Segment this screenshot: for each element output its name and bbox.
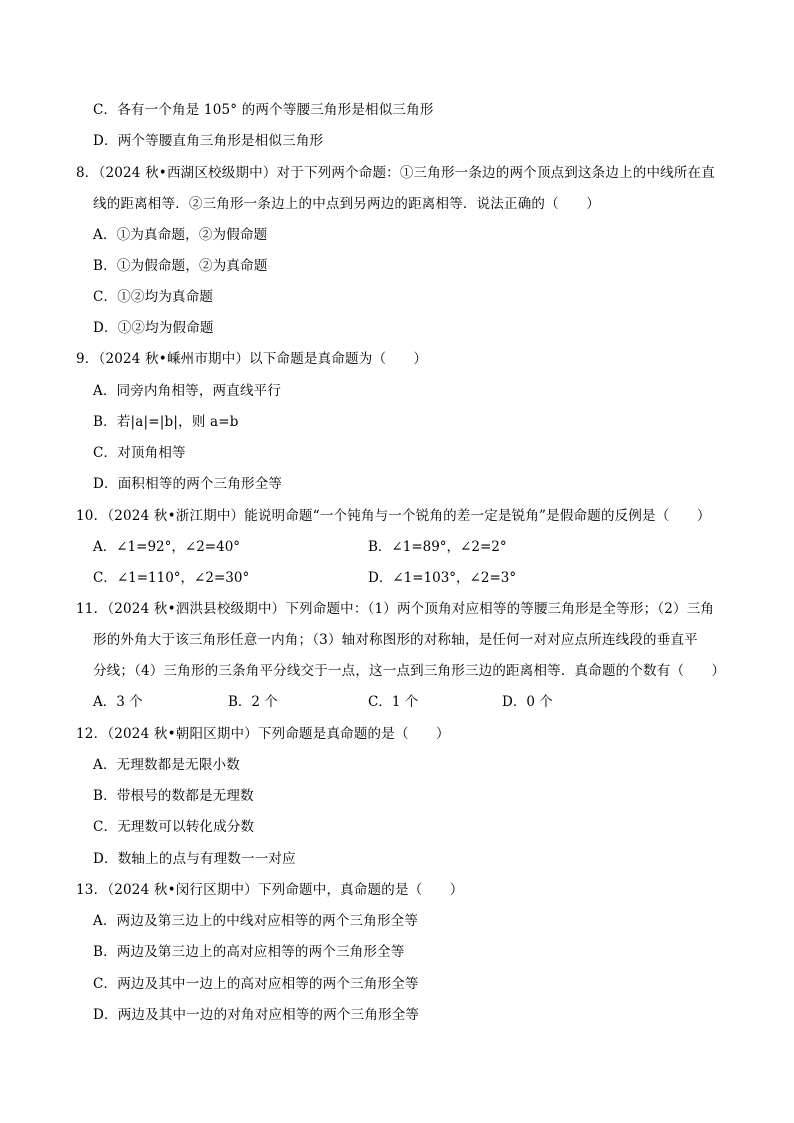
question-9-option-d: D．面积相等的两个三角形全等 (93, 476, 283, 492)
question-11-stem-cont2: 分线；（4）三角形的三条角平分线交于一点，这一点到三角形三边的距离相等．真命题的个数有（ ） (93, 663, 726, 679)
question-13-option-d: D．两边及其中一边的对角对应相等的两个三角形全等 (93, 1007, 420, 1023)
question-9-stem: 9．（2024 秋•嵊州市期中）以下命题是真命题为（ ） (76, 351, 428, 367)
question-10-stem: 10．（2024 秋•浙江期中）能说明命题“一个钝角与一个锐角的差一定是锐角”是假命题的反例是（ ） (76, 508, 711, 524)
question-9-option-b: B．若|a|=|b|，则 a=b (93, 414, 239, 430)
question-11-option-b: B．2 个 (228, 694, 278, 710)
question-10-option-b: B．∠1=89°，∠2=2° (368, 539, 507, 555)
question-10-option-c: C．∠1=110°，∠2=30° (93, 570, 250, 586)
question-9-option-c: C．对顶角相等 (93, 445, 186, 461)
question-12-option-a: A．无理数都是无限小数 (93, 757, 240, 773)
question-8-stem: 8．（2024 秋•西湖区校级期中）对于下列两个命题：①三角形一条边的两个顶点到这条边上的中线所在直 (76, 165, 715, 181)
question-13-stem: 13．（2024 秋•闵行区期中）下列命题中，真命题的是（ ） (76, 882, 464, 898)
question-10-option-d: D．∠1=103°，∠2=3° (368, 570, 517, 586)
option-d: D．两个等腰直角三角形是相似三角形 (93, 133, 324, 149)
question-11-option-d: D．0 个 (502, 694, 553, 710)
question-13-option-c: C．两边及其中一边上的高对应相等的两个三角形全等 (93, 976, 419, 992)
question-13-option-a: A．两边及第三边上的中线对应相等的两个三角形全等 (93, 913, 419, 929)
question-10-option-a: A．∠1=92°，∠2=40° (93, 539, 241, 555)
question-8-stem-cont: 线的距离相等．②三角形一条边上的中点到另两边的距离相等．说法正确的（ ） (93, 196, 600, 212)
question-9-option-a: A．同旁内角相等，两直线平行 (93, 383, 282, 399)
question-8-option-d: D．①②均为假命题 (93, 320, 214, 336)
question-11-option-a: A．3 个 (93, 694, 143, 710)
question-8-option-b: B．①为假命题，②为真命题 (93, 258, 268, 274)
question-12-option-d: D．数轴上的点与有理数一一对应 (93, 851, 296, 867)
question-12-option-c: C．无理数可以转化成分数 (93, 819, 255, 835)
question-12-option-b: B．带根号的数都是无理数 (93, 788, 254, 804)
question-11-stem: 11．（2024 秋•泗洪县校级期中）下列命题中：（1）两个顶角对应相等的等腰三角形是全等形；（2）三角 (76, 601, 715, 617)
question-8-option-a: A．①为真命题，②为假命题 (93, 227, 268, 243)
question-11-stem-cont1: 形的外角大于该三角形任意一内角；（3）轴对称图形的对称轴，是任何一对对应点所连线段的垂直平 (93, 632, 698, 648)
option-c: C．各有一个角是 105° 的两个等腰三角形是相似三角形 (93, 102, 434, 118)
question-12-stem: 12．（2024 秋•朝阳区期中）下列命题是真命题的是（ ） (76, 726, 450, 742)
question-13-option-b: B．两边及第三边上的高对应相等的两个三角形全等 (93, 944, 405, 960)
question-11-option-c: C．1 个 (368, 694, 419, 710)
question-8-option-c: C．①②均为真命题 (93, 289, 214, 305)
